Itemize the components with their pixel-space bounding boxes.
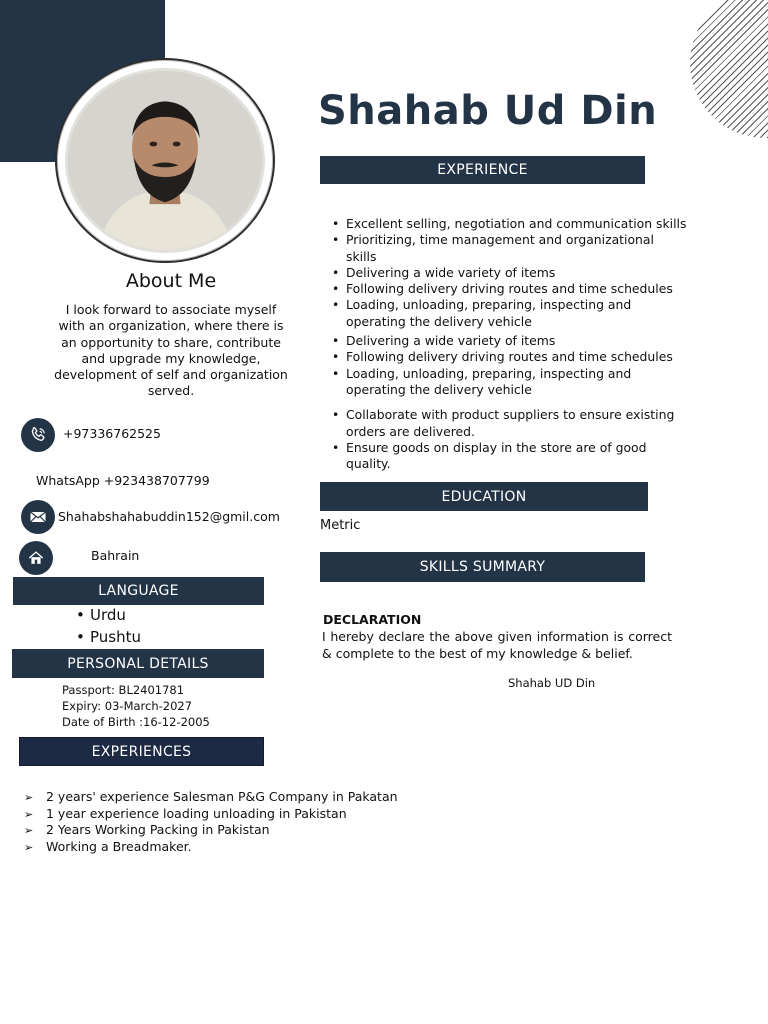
list-item: • Excellent selling, negotiation and communication skills [330, 216, 688, 232]
list-item: • Delivering a wide variety of items [330, 265, 688, 281]
about-me-text: I look forward to associate myself with an organization, where there is an opportunity to share, contribute and upgrade my knowledge, development of self and organization served. [54, 302, 288, 399]
list-item: ➢ 2 years' experience Salesman P&G Company in Pakatan [24, 789, 398, 804]
list-item: • Ensure goods on display in the store are of good quality. [330, 440, 688, 473]
home-icon [19, 541, 53, 575]
email-address[interactable]: Shahabshahabuddin152@gmil.com [58, 509, 280, 524]
education-header: EDUCATION [320, 482, 648, 511]
language-header: LANGUAGE [13, 577, 264, 605]
arrow-bullet-icon: ➢ [24, 824, 34, 838]
passport-number: Passport: BL2401781 [62, 683, 185, 697]
experiences-header: EXPERIENCES [19, 737, 264, 766]
arrow-bullet-icon: ➢ [24, 807, 34, 821]
phone-number[interactable]: +97336762525 [63, 426, 161, 441]
list-item: • Following delivery driving routes and time schedules [330, 349, 688, 365]
profile-photo [65, 68, 265, 253]
list-item: • Prioritizing, time management and organizational skills [330, 232, 688, 265]
declaration-heading: DECLARATION [323, 612, 422, 627]
skills-summary-header: SKILLS SUMMARY [320, 552, 645, 582]
list-item: ➢ 2 Years Working Packing in Pakistan [24, 822, 270, 838]
location: Bahrain [91, 548, 140, 563]
language-item: • Urdu [76, 604, 141, 626]
list-item: • Following delivery driving routes and time schedules [330, 281, 688, 297]
personal-details [62, 682, 210, 730]
about-me-heading: About Me [125, 270, 217, 292]
striped-circle-decoration [690, 0, 768, 138]
personal-details-header: PERSONAL DETAILS [12, 649, 264, 678]
language-item: • Pushtu [76, 626, 141, 648]
declaration-text: I hereby declare the above given information is correct & complete to the best of my knowledge & belief. [322, 629, 672, 661]
signature-name: Shahab UD Din [508, 676, 596, 690]
list-item: • Delivering a wide variety of items [330, 333, 688, 349]
arrow-bullet-icon: ➢ [24, 791, 34, 804]
list-item: • Collaborate with product suppliers to ensure existing orders are delivered. [330, 407, 688, 440]
list-item: • Loading, unloading, preparing, inspecting and operating the delivery vehicle [330, 297, 688, 330]
list-item: ➢ Working a Breadmaker. [24, 838, 192, 854]
list-item: • Loading, unloading, preparing, inspecting and operating the delivery vehicle [330, 366, 688, 399]
mail-icon [21, 500, 55, 534]
experience-list [330, 216, 688, 472]
list-item: ➢ 1 year experience loading unloading in Pakistan [24, 805, 347, 821]
whatsapp-number[interactable]: WhatsApp +923438707799 [36, 473, 210, 488]
date-of-birth: Date of Birth :16-12-2005 [62, 715, 210, 729]
arrow-bullet-icon: ➢ [24, 840, 34, 854]
candidate-name: Shahab Ud Din [318, 88, 658, 134]
passport-expiry: Expiry: 03-March-2027 [62, 699, 193, 713]
language-list [76, 604, 141, 648]
education-value: Metric [320, 518, 361, 533]
experiences-list [24, 789, 398, 855]
phone-icon [21, 418, 55, 452]
experience-header: EXPERIENCE [320, 156, 645, 184]
profile-photo-frame [55, 58, 275, 263]
